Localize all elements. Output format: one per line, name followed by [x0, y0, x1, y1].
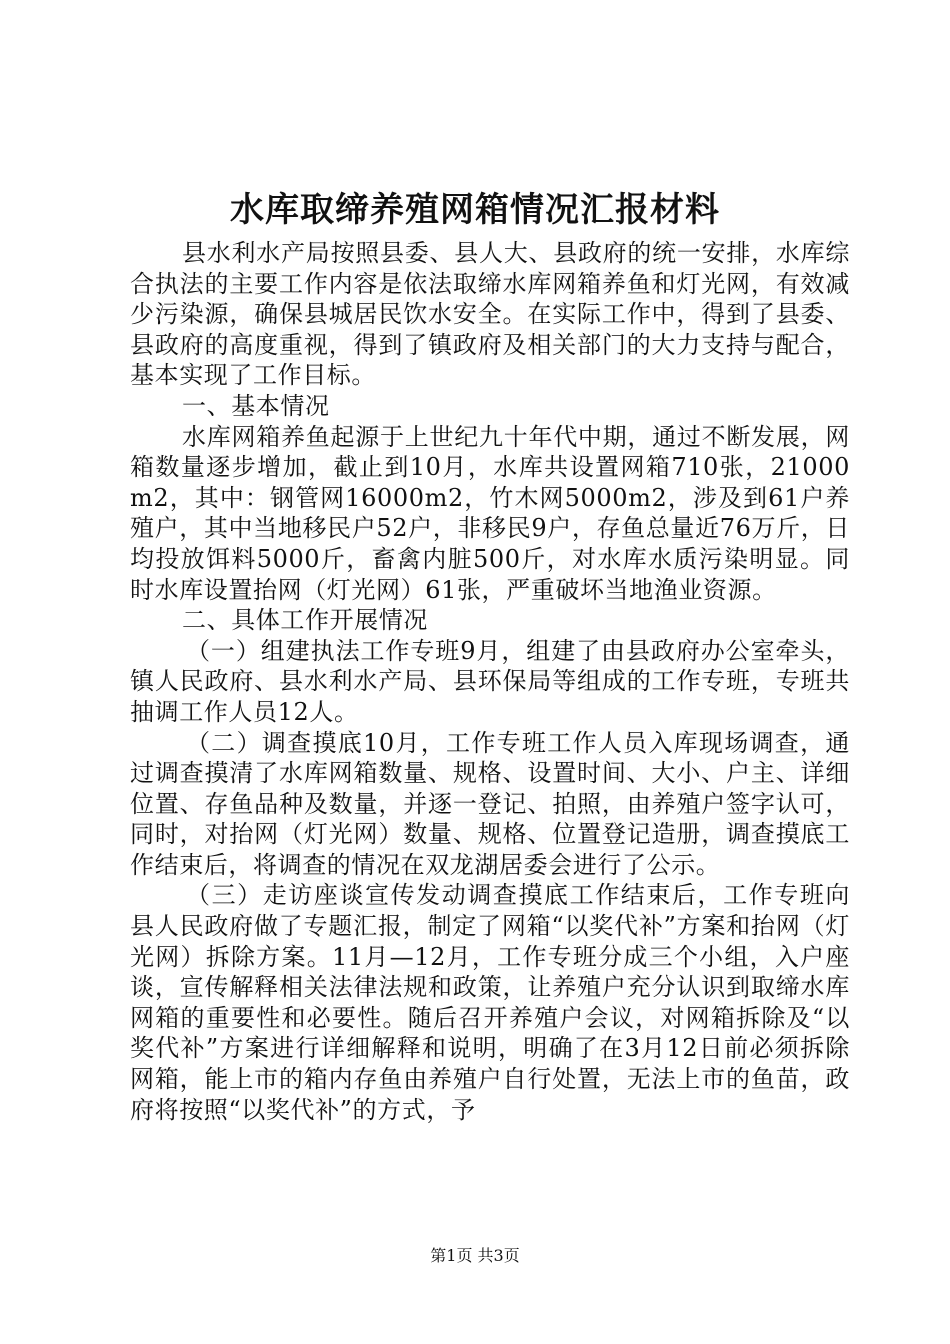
intro-paragraph: 县水利水产局按照县委、县人大、县政府的统一安排，水库综合执法的主要工作内容是依法取缔水库网箱养鱼和灯光网，有效减少污染源，确保县城居民饮水安全。在实际工作中，得到了县委、县政府的高度重视，得到了镇政府及相关部门的大力支持与配合，基本实现了工作目标。	[130, 239, 850, 390]
work-item-1-paragraph: （一）组建执法工作专班9月，组建了由县政府办公室牵头，镇人民政府、县水利水产局、县环保局等组成的工作专班，专班共抽调工作人员12人。	[130, 636, 850, 726]
work-item-3-paragraph: （三）走访座谈宣传发动调查摸底工作结束后，工作专班向县人民政府做了专题汇报，制定了网箱“以奖代补”方案和抬网（灯光网）拆除方案。11月—12月，工作专班分成三个小组，入户座谈，宣传解释相关法律法规和政策，让养殖户充分认识到取缔水库网箱的重要性和必要性。随后召开养殖户会议，对网箱拆除及“以奖代补”方案进行详细解释和说明，明确了在3月12日前必须拆除网箱，能上市的箱内存鱼由养殖户自行处置，无法上市的鱼苗，政府将按照“以奖代补”的方式，予	[130, 881, 850, 1124]
work-item-2-paragraph: （二）调查摸底10月，工作专班工作人员入库现场调查，通过调查摸清了水库网箱数量、规格、设置时间、大小、户主、详细位置、存鱼品种及数量，并逐一登记、拍照，由养殖户签字认可，同时，对抬网（灯光网）数量、规格、位置登记造册，调查摸底工作结束后，将调查的情况在双龙湖居委会进行了公示。	[130, 728, 850, 879]
section-heading-basic-situation: 一、基本情况	[182, 391, 330, 420]
document-title: 水库取缔养殖网箱情况汇报材料	[230, 190, 720, 230]
document-body	[130, 238, 850, 1125]
page-number-footer: 第1页 共3页	[430, 1246, 520, 1265]
basic-situation-paragraph: 水库网箱养鱼起源于上世纪九十年代中期，通过不断发展，网箱数量逐步增加，截止到10月，水库共设置网箱710张，21000m2，其中：钢管网16000m2，竹木网5000m2，涉及到61户养殖户，其中当地移民户52户，非移民9户，存鱼总量近76万斤，日均投放饵料5000斤，畜禽内脏500斤，对水库水质污染明显。同时水库设置抬网（灯光网）61张，严重破坏当地渔业资源。	[130, 422, 850, 604]
section-heading-work-progress: 二、具体工作开展情况	[182, 606, 428, 635]
